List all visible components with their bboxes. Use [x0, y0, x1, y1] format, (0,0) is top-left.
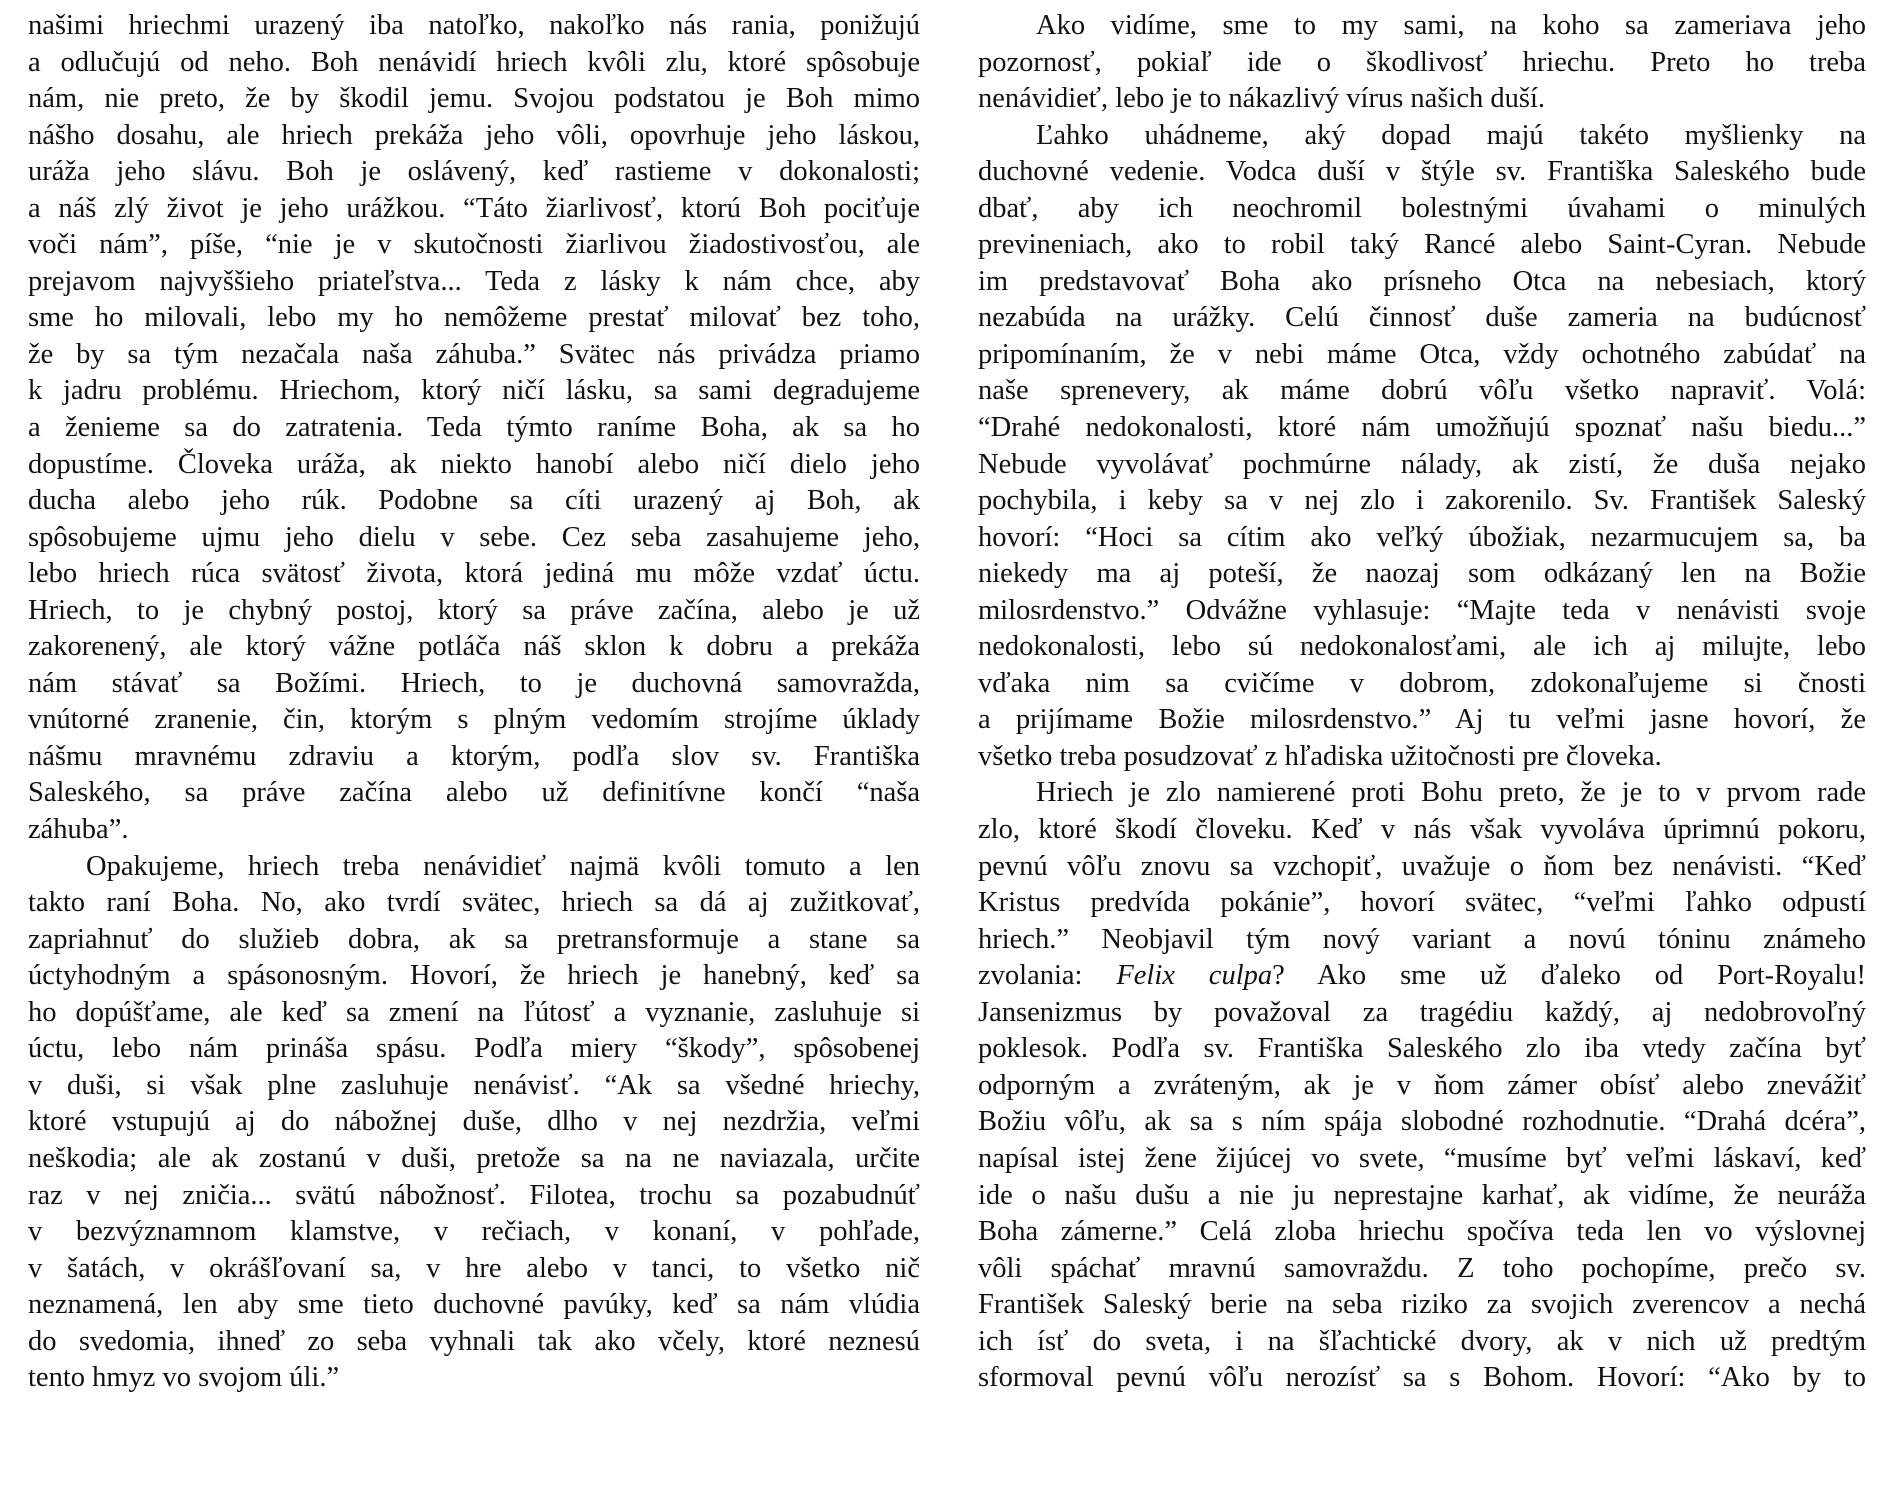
text-line: ho dopúšťame, ale keď sa zmení na ľútosť a vyznanie, zasluhuje si	[28, 996, 920, 1028]
text-line: a prijímame Božie milosrdenstvo.” Aj tu veľmi jasne hovorí, že	[978, 704, 1866, 736]
text-line: milosrdenstvo.” Odvážne vyhlasuje: “Majte teda v nenávisti svoje	[978, 594, 1866, 626]
text-line: niekedy ma aj poteší, že naozaj som odkázaný len na Božie	[978, 558, 1866, 590]
text-line: pripomínaním, že v nebi máme Otca, vždy ochotného zabúdať na	[978, 338, 1866, 370]
text-line: a ženieme sa do zatratenia. Teda týmto raníme Boha, ak sa ho	[28, 412, 920, 444]
text-line: v duši, si však plne zasluhuje nenávisť. “Ak sa všedné hriechy,	[28, 1069, 920, 1101]
text-line: Ako vidíme, sme to my sami, na koho sa zameriava jeho	[1036, 10, 1866, 41]
text-line: napísal istej žene žijúcej vo svete, “musíme byť veľmi láskaví, keď	[978, 1142, 1866, 1174]
text-line: poklesok. Podľa sv. Františka Saleského zlo iba vtedy začína byť	[978, 1033, 1866, 1065]
text-segment: ? Ako sme už ďaleko od Port-Royalu!	[1272, 960, 1866, 992]
text-line: nedokonalosti, lebo sú nedokonalosťami, ale ich aj milujte, lebo	[978, 631, 1866, 663]
text-line: sme ho milovali, lebo my ho nemôžeme prestať milovať bez toho,	[28, 302, 920, 334]
text-line: Hriech, to je chybný postoj, ktorý sa práve začína, alebo je už	[28, 594, 920, 626]
text-line: ide o našu dušu a nie ju neprestajne karhať, ak vidíme, že neuráža	[978, 1179, 1866, 1211]
text-line: pozornosť, pokiaľ ide o škodlivosť hriechu. Preto ho treba	[978, 46, 1866, 78]
text-line: zlo, ktoré škodí človeku. Keď v nás však vyvoláva úprimnú pokoru,	[978, 814, 1866, 846]
text-line: naše sprenevery, ak máme dobrú vôľu všetko napraviť. Volá:	[978, 375, 1866, 407]
text-line: nášmu mravnému zdraviu a ktorým, podľa slov sv. Františka	[28, 740, 920, 772]
text-line: nám, nie preto, že by škodil jemu. Svojou podstatou je Boh mimo	[28, 83, 920, 115]
text-line: spôsobujeme ujmu jeho dielu v sebe. Cez seba zasahujeme jeho,	[28, 521, 920, 553]
text-line: pochybila, i keby sa v nej zlo i zakorenilo. Sv. František Saleský	[978, 485, 1866, 517]
text-line: dopustíme. Človeka uráža, ak niekto hanobí alebo ničí dielo jeho	[28, 448, 920, 480]
text-line	[978, 958, 1866, 995]
text-line: Božiu vôľu, ak sa s ním spája slobodné rozhodnutie. “Drahá dcéra”,	[978, 1106, 1866, 1138]
text-line: zapriahnuť do služieb dobra, ak sa pretransformuje a stane sa	[28, 923, 920, 955]
text-line: vôli spáchať mravnú samovraždu. Z toho pochopíme, prečo sv.	[978, 1252, 1866, 1284]
text-line: Nebude vyvolávať pochmúrne nálady, ak zistí, že duša nejako	[978, 448, 1866, 480]
text-line: k jadru problému. Hriechom, ktorý ničí lásku, sa sami degradujeme	[28, 375, 920, 407]
text-line: dbať, aby ich neochromil bolestnými úvahami o minulých	[978, 192, 1866, 224]
text-line: Hriech je zlo namierené proti Bohu preto, že je to v prvom rade	[1036, 777, 1866, 809]
text-line: Jansenizmus by považoval za tragédiu každý, aj nedobrovoľný	[978, 996, 1866, 1028]
text-line: im predstavovať Boha ako prísneho Otca na nebesiach, ktorý	[978, 265, 1866, 297]
right-text-column	[978, 8, 1866, 1397]
text-line: nezabúda na urážky. Celú činnosť duše zameria na budúcnosť	[978, 302, 1866, 334]
text-line: prejavom najvyššieho priateľstva... Teda z lásky k nám chce, aby	[28, 265, 920, 297]
text-line: všetko treba posudzovať z hľadiska užitočnosti pre človeka.	[978, 740, 1662, 772]
text-line: duchovné vedenie. Vodca duší v štýle sv. Františka Saleského bude	[978, 156, 1866, 188]
text-line: že by sa tým nezačala naša záhuba.” Svätec nás privádza priamo	[28, 338, 920, 370]
text-line: “Drahé nedokonalosti, ktoré nám umožňujú spoznať našu biedu...”	[978, 412, 1866, 444]
text-line: tento hmyz vo svojom úli.”	[28, 1362, 340, 1394]
text-line: našimi hriechmi urazený iba natoľko, nakoľko nás rania, ponižujú	[28, 10, 920, 41]
text-line: vnútorné zranenie, čin, ktorým s plným vedomím strojíme úklady	[28, 704, 920, 736]
text-line: takto raní Boha. No, ako tvrdí svätec, hriech sa dá aj zužitkovať,	[28, 887, 920, 919]
text-segment: zvolania:	[978, 960, 1117, 992]
text-line: zakorenený, ale ktorý vážne potláča náš sklon k dobru a prekáža	[28, 631, 920, 663]
text-line: Boha zámerne.” Celá zloba hriechu spočíva teda len vo výslovnej	[978, 1216, 1866, 1248]
text-line: v šatách, v okrášľovaní sa, v hre alebo v tanci, to všetko nič	[28, 1252, 920, 1284]
text-line: odporným a zvráteným, ak je v ňom zámer obísť alebo znevážiť	[978, 1069, 1866, 1101]
text-line: lebo hriech rúca svätosť života, ktorá jediná mu môže vzdať úctu.	[28, 558, 920, 590]
text-line: hovorí: “Hoci sa cítim ako veľký úbožiak, nezarmucujem sa, ba	[978, 521, 1866, 553]
text-line: Kristus predvída pokánie”, hovorí svätec, “veľmi ľahko odpustí	[978, 887, 1866, 919]
text-line: Saleského, sa práve začína alebo už definitívne končí “naša	[28, 777, 920, 809]
text-line: ktoré vstupujú aj do nábožnej duše, dlho v nej nezdržia, veľmi	[28, 1106, 920, 1138]
text-line: raz v nej zničia... svätú nábožnosť. Filotea, trochu sa pozabudnúť	[28, 1179, 920, 1211]
text-line: úctu, lebo nám prináša spásu. Podľa miery “škody”, spôsobenej	[28, 1033, 920, 1065]
text-line: Ľahko uhádneme, aký dopad majú takéto myšlienky na	[1036, 119, 1866, 151]
text-line: František Saleský berie na seba riziko za svojich zverencov a nechá	[978, 1289, 1866, 1321]
text-line: nám stávať sa Božími. Hriech, to je duchovná samovražda,	[28, 667, 920, 699]
text-line: voči nám”, píše, “nie je v skutočnosti žiarlivou žiadostivosťou, ale	[28, 229, 920, 261]
text-line: nášho dosahu, ale hriech prekáža jeho vôli, opovrhuje jeho láskou,	[28, 119, 920, 151]
text-line: Opakujeme, hriech treba nenávidieť najmä kvôli tomuto a len	[86, 850, 920, 882]
text-line: hriech.” Neobjavil tým nový variant a novú tóninu známeho	[978, 923, 1866, 955]
text-line: ducha alebo jeho rúk. Podobne sa cíti urazený aj Boh, ak	[28, 485, 920, 517]
text-line: uráža jeho slávu. Boh je oslávený, keď rastieme v dokonalosti;	[28, 156, 920, 188]
text-line: úctyhodným a spásonosným. Hovorí, že hriech je hanebný, keď sa	[28, 960, 920, 992]
text-line: v bezvýznamnom klamstve, v rečiach, v konaní, v pohľade,	[28, 1216, 920, 1248]
text-line: neznamená, len aby sme tieto duchovné pavúky, keď sa nám vlúdia	[28, 1289, 920, 1321]
text-line: previneniach, ako to robil taký Rancé alebo Saint-Cyran. Nebude	[978, 229, 1866, 261]
text-line: neškodia; ale ak zostanú v duši, pretože sa na ne naviazala, určite	[28, 1142, 920, 1174]
text-line: a náš zlý život je jeho urážkou. “Táto žiarlivosť, ktorú Boh pociťuje	[28, 192, 920, 224]
text-line: sformoval pevnú vôľu nerozísť sa s Bohom. Hovorí: “Ako by to	[978, 1362, 1866, 1394]
text-line: vďaka nim sa cvičíme v dobrom, zdokonaľujeme si čnosti	[978, 667, 1866, 699]
text-line: a odlučujú od neho. Boh nenávidí hriech kvôli zlu, ktoré spôsobuje	[28, 46, 920, 78]
text-line: do svedomia, ihneď zo seba vyhnali tak ako včely, ktoré neznesú	[28, 1325, 920, 1357]
text-line: ich ísť do sveta, i na šľachtické dvory, ak v nich už predtým	[978, 1325, 1866, 1357]
text-line: nenávidieť, lebo je to nákazlivý vírus našich duší.	[978, 83, 1545, 115]
text-line: záhuba”.	[28, 814, 129, 846]
left-text-column	[28, 8, 920, 1397]
italic-phrase: Felix culpa	[1116, 960, 1273, 992]
text-line: pevnú vôľu znovu sa vzchopiť, uvažuje o ňom bez nenávisti. “Keď	[978, 850, 1866, 882]
